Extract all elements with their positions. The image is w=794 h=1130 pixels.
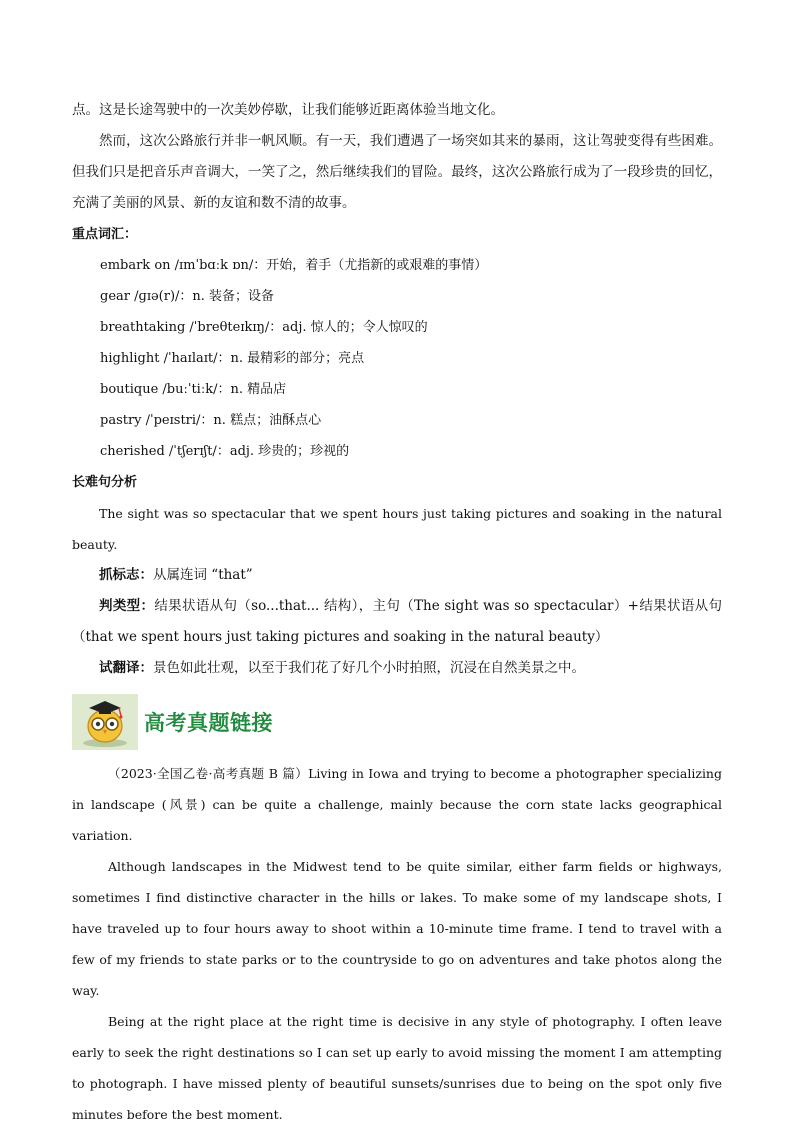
owl-graduate-icon <box>72 694 138 750</box>
vocab-item: gear /ɡɪə(r)/：n. 装备；设备 <box>100 289 275 304</box>
analysis-mark <box>72 560 722 591</box>
analysis-heading: 长难句分析 <box>72 475 138 490</box>
trans-label: 试翻译： <box>99 660 153 676</box>
document-page <box>72 0 722 1130</box>
analysis-type <box>72 591 722 653</box>
mark-label: 抓标志： <box>99 567 153 583</box>
vocab-item: breathtaking /ˈbreθteɪkɪŋ/：adj. 惊人的；令人惊叹的 <box>100 320 428 335</box>
analysis-sentence: The sight was so spectacular that we spent hours just taking pictures and soaking in the natural beauty. <box>72 506 722 552</box>
vocab-list <box>72 250 722 467</box>
vocab-item: cherished /ˈtʃerɪʃt/：adj. 珍贵的；珍视的 <box>100 444 350 459</box>
banner-title: 高考真题链接 <box>144 711 273 735</box>
vocab-heading: 重点词汇： <box>72 227 138 242</box>
vocab-item: pastry /ˈpeɪstri/：n. 糕点；油酥点心 <box>100 413 322 428</box>
type-text: 结果状语从句（so...that... 结构），主句（The sight was so spectacular）+结果状语从句（that we spent hours just taking pictures and soaking in the natural beauty） <box>72 598 722 645</box>
type-label: 判类型： <box>99 598 155 614</box>
vocab-item: embark on /ɪmˈbɑːk ɒn/：开始，着手（尤指新的或艰难的事情） <box>100 258 488 273</box>
story-paragraph-2: 然而，这次公路旅行并非一帆风顺。有一天，我们遭遇了一场突如其来的暴雨，这让驾驶变得有些困难。但我们只是把音乐声音调大，一笑了之，然后继续我们的冒险。最终，这次公路旅行成为了一段珍贵的回忆，充满了美丽的风景、新的友谊和数不清的故事。 <box>72 133 722 211</box>
passage-paragraph-2: Although landscapes in the Midwest tend to be quite similar, either farm fields or highways, sometimes I find distinctive character in the hills or lakes. To make some of my landscape shots, I have traveled up to four hours away to shoot within a 10-minute time frame. I tend to travel with a few of my friends to state parks or to the countryside to go on adventures and take photos along the way. <box>72 859 722 998</box>
story-paragraph-1: 点。这是长途驾驶中的一次美妙停歇，让我们能够近距离体验当地文化。 <box>72 102 504 118</box>
passage-paragraph-1: （2023·全国乙卷·高考真题 B 篇）Living in Iowa and trying to become a photographer specializing in landscape (风景) can be quite a challenge, mainly because the corn state lacks geographical variation. <box>72 766 722 843</box>
mark-text: 从属连词 “that” <box>153 567 253 583</box>
vocab-item: boutique /buːˈtiːk/：n. 精品店 <box>100 382 287 397</box>
section-banner <box>72 692 722 752</box>
passage-paragraph-3: Being at the right place at the right time is decisive in any style of photography. I often leave early to seek the right destinations so I can set up early to avoid missing the moment I am attempting to photograph. I have missed plenty of beautiful sunsets/sunrises due to being on the spot only five minutes before the best moment. <box>72 1014 722 1122</box>
trans-text: 景色如此壮观，以至于我们花了好几个小时拍照，沉浸在自然美景之中。 <box>153 660 585 676</box>
vocab-item: highlight /ˈhaɪlaɪt/：n. 最精彩的部分；亮点 <box>100 351 365 366</box>
analysis-translation <box>72 653 722 684</box>
